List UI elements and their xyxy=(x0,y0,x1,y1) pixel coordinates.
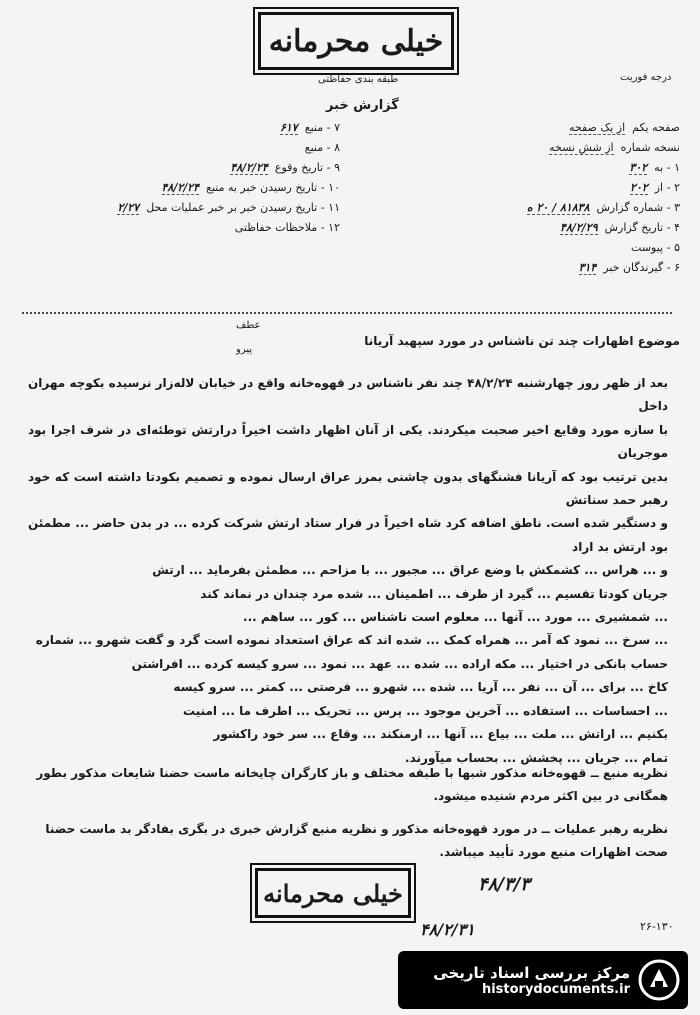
field-row: نسخه شماره از شش نسخه xyxy=(549,141,680,154)
classification-stamp-bottom: خیلی محرمانه xyxy=(255,868,411,918)
body-line: بکنیم ... اراتش ... ملت ... بیاع ... آنها ... ارمنکند ... وقاع ... سر خود راکشور xyxy=(213,727,668,742)
field-row: ۸ - منبع xyxy=(304,141,340,154)
report-title: گزارش خبر xyxy=(326,98,399,113)
body-line: جریان کودتا تقسیم ... گیرد از طرف ... اطمینان ... شده مرد چندان در نماند کند xyxy=(200,586,668,601)
watermark-badge xyxy=(398,951,688,1009)
body-line: ... شمشیری ... مورد ... آنها ... معلوم است ناشناس ... کور ... ساهم ... xyxy=(243,610,668,625)
page-code: ۲۶-۱۳۰ xyxy=(640,920,674,933)
office-opinion: نظریه رهبر عملیات ــ در مورد قهوه‌خانه مذکور و نظریه منبع گزارش خبری در بگری بفادگر بد ماست حضنا صحت اظهارات منبع مورد تأیید میباشد. xyxy=(45,822,668,859)
field-row: ۷ - منبع ۶۱۷ xyxy=(279,121,340,134)
peyrow-label: پیرو xyxy=(236,344,253,355)
field-row: ۴ - تاریخ گزارش ۴۸/۲/۲۹ xyxy=(560,221,680,234)
archive-logo-icon xyxy=(638,959,680,1001)
body-line: و ... هراس ... کشمکش با وضع عراق ... مجبور ... با مزاحم ... مطمئن بفرماید ... ارتش xyxy=(152,563,668,578)
classification-caption: طبقه بندی حفاظتی xyxy=(318,74,399,85)
field-row: ۱ - به ۳۰۲ xyxy=(629,161,680,174)
field-row: ۱۲ - ملاحظات حفاظتی xyxy=(234,221,340,234)
body-line: کاخ ... برای ... آن ... نفر ... آریا ... شده ... شهرو ... فرصتی ... کمتر ... سرو کیسه xyxy=(173,680,668,695)
body-line: بدین ترتیب بود که آریانا فشنگهای بدون چاشنی بمرز عراق ارسال نموده و تصمیم بکودتا داشته است که خود رهبر حمد سناتش xyxy=(28,469,668,508)
field-row: صفحه یکم از یک صفحه xyxy=(568,121,680,134)
field-row: ۹ - تاریخ وقوع ۴۸/۲/۲۴ xyxy=(230,161,340,174)
watermark-title: مرکز بررسی اسناد تاریخی xyxy=(433,963,630,982)
field-row: ۶ - گیرندگان خبر ۳۱۴ xyxy=(578,261,680,274)
field-row: ۳ - شماره گزارش ۸۱۸۳۸ / ۲۰ ه xyxy=(526,201,680,214)
field-row: ۵ - پیوست xyxy=(631,241,680,254)
body-line: و دستگیر شده است. ناطق اضافه کرد شاه اخیراً در فرار ستاد ارتش شرکت کرده ... در بدن حاضر ... مطمئن بود ارتش بد اراد xyxy=(28,516,668,554)
body-line: ... احساسات ... استفاده ... آخرین موجود ... پرس ... تحریک ... اطرف ما ... امنیت xyxy=(183,703,668,718)
body-line: حساب بانکی در اختیار ... مکه اراده ... شده ... عهد ... نمود ... سرو کیسه کرده ... افراشتن xyxy=(131,656,668,671)
body-line: تمام ... جریان ... پخشش ... بحساب میآورند. xyxy=(405,750,668,765)
divider xyxy=(22,312,672,314)
date-stamp: ۴۸/۳/۳ xyxy=(478,874,530,895)
body-line: بعد از ظهر روز چهارشنبه ۴۸/۲/۲۴ چند نفر ناشناس در قهوه‌خانه واقع در خیابان لاله‌زار نرسیده بکوچه مهران داخل xyxy=(28,376,668,414)
report-body xyxy=(28,372,668,770)
right-fields xyxy=(390,118,680,278)
body-line: با سازه مورد وقایع اخیر صحبت میکردند. یکی از آنان اظهار داشت اخیراً درارتش توطئه‌ای در شرف اجرا بود موجریان xyxy=(28,422,668,461)
atf-label: عطف xyxy=(236,320,261,331)
classification-stamp: خیلی محرمانه xyxy=(258,12,454,70)
subject-line: موضوع اظهارات چند تن ناشناس در مورد سپهبد آریانا xyxy=(364,334,680,348)
handwritten-date: ۴۸/۲/۳۱ xyxy=(420,920,475,939)
source-opinion: نظریه منبع ــ قهوه‌خانه مذکور شبها با طبقه مختلف و باز کارگران چایخانه ماست حضنا شایعات مذکور بطور همگانی در بین اکثر مردم شنیده میشود. xyxy=(36,766,668,803)
field-row: ۱۱ - تاریخ رسیدن خبر بر خبر عملیات محل ۲/۲۷ xyxy=(117,201,340,214)
field-row: ۲ - از ۲۰۲ xyxy=(630,181,680,194)
watermark-url: historydocuments.ir xyxy=(481,981,630,997)
field-row: ۱۰ - تاریخ رسیدن خبر به منبع ۴۸/۲/۲۴ xyxy=(161,181,340,194)
left-fields xyxy=(40,118,340,238)
priority-label: درجه فوریت xyxy=(620,72,672,83)
body-line: ... سرخ ... نمود که آمر ... همراه کمک ... شده اند که عراق استعداد نموده است گرد و گفت شهرو ... شماره xyxy=(35,633,668,648)
